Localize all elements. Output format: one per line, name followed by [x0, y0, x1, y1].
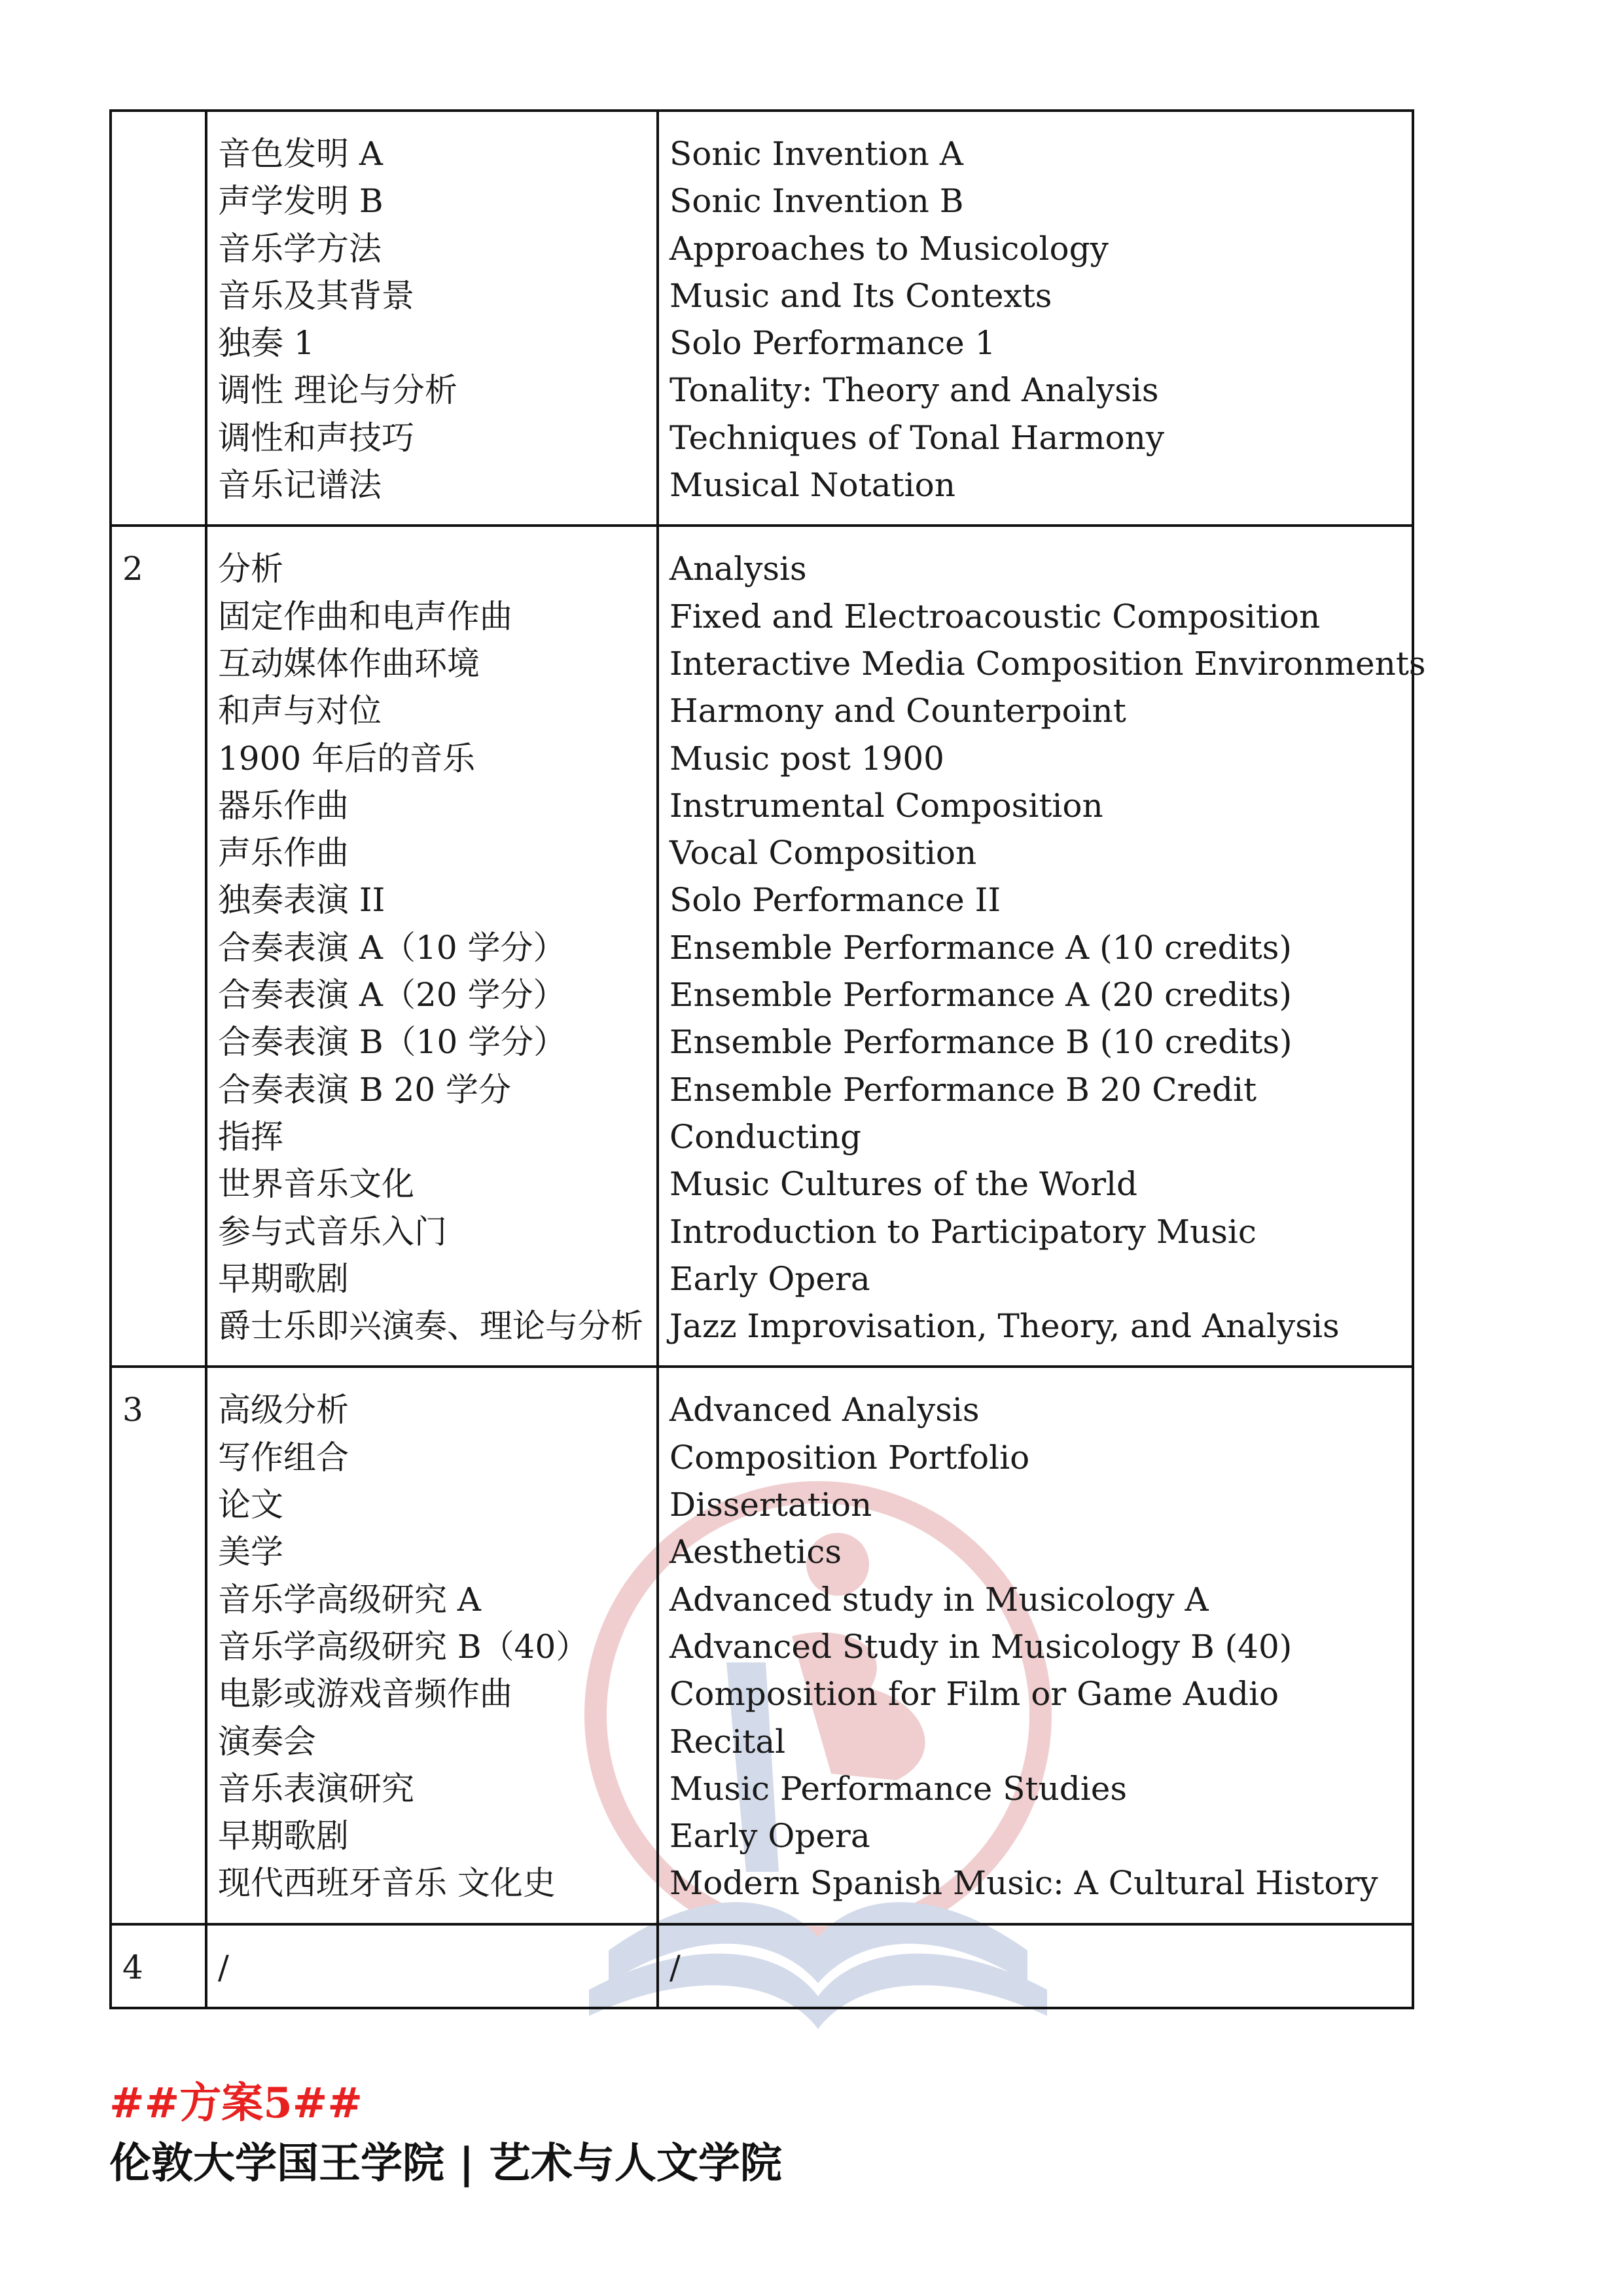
table-row: [111, 1367, 1413, 1924]
course-name-en: Composition for Film or Game Audio: [669, 1675, 1279, 1713]
course-name-cn: 音乐及其背景: [218, 276, 414, 315]
course-name-en: Ensemble Performance A (20 credits): [669, 976, 1292, 1014]
school-line: 伦敦大学国王学院 | 艺术与人文学院: [109, 2139, 782, 2188]
course-name-en: Advanced Analysis: [669, 1391, 980, 1429]
course-name-cn: 早期歌剧: [218, 1259, 349, 1298]
course-name-cn: 互动媒体作曲环境: [218, 644, 480, 683]
course-name-en: Instrumental Composition: [669, 786, 1103, 825]
course-en-cell: [658, 111, 1413, 526]
course-name-cn: 论文: [218, 1486, 283, 1524]
course-name-cn: 音色发明 A: [218, 135, 383, 173]
course-en-cell: [658, 526, 1426, 1367]
course-name-en: Analysis: [669, 550, 807, 588]
course-name-cn: /: [218, 1948, 229, 1986]
course-name-en: Ensemble Performance B 20 Credit: [669, 1070, 1257, 1109]
course-cn-cell: [206, 1924, 658, 2008]
course-name-cn: 独奏 1: [218, 324, 315, 363]
course-name-en: Musical Notation: [669, 466, 955, 505]
course-name-en: Techniques of Tonal Harmony: [669, 418, 1165, 457]
course-name-cn: 世界音乐文化: [218, 1165, 414, 1204]
course-name-cn: 参与式音乐入门: [218, 1212, 447, 1251]
course-name-en: Harmony and Counterpoint: [669, 692, 1126, 730]
course-name-cn: 调性 理论与分析: [218, 371, 457, 410]
course-cn-cell: [206, 526, 658, 1367]
course-name-cn: 现代西班牙音乐 文化史: [218, 1864, 556, 1903]
table-row: [111, 1924, 1413, 2008]
course-en-cell: [658, 1924, 1413, 2008]
course-name-en: Music post 1900: [669, 739, 944, 778]
course-name-en: Ensemble Performance A (10 credits): [669, 928, 1292, 967]
year-cell: [111, 111, 206, 526]
course-name-en: Approaches to Musicology: [669, 229, 1109, 268]
course-name-en: Fixed and Electroacoustic Composition: [669, 597, 1321, 636]
course-name-cn: 早期歌剧: [218, 1817, 349, 1856]
course-name-cn: 分析: [218, 550, 283, 588]
course-name-en: Ensemble Performance B (10 credits): [669, 1023, 1293, 1062]
course-name-en: Tonality: Theory and Analysis: [669, 371, 1159, 410]
course-name-cn: 和声与对位: [218, 692, 382, 730]
course-name-cn: 音乐学高级研究 A: [218, 1580, 482, 1619]
course-name-en: Solo Performance II: [669, 881, 1001, 920]
course-name-en: Dissertation: [669, 1486, 872, 1524]
course-name-cn: 高级分析: [218, 1391, 349, 1429]
course-cn-cell: [206, 111, 658, 526]
course-table: [109, 109, 1426, 2009]
course-name-en: Aesthetics: [669, 1533, 842, 1571]
course-name-en: Sonic Invention B: [669, 182, 964, 221]
course-name-en: Modern Spanish Music: A Cultural History: [669, 1864, 1378, 1903]
course-name-cn: 音乐学高级研究 B（40）: [218, 1627, 589, 1666]
course-name-en: Music Cultures of the World: [669, 1165, 1138, 1204]
course-name-cn: 1900 年后的音乐: [218, 739, 476, 778]
course-name-en: Music Performance Studies: [669, 1769, 1128, 1808]
course-name-cn: 演奏会: [218, 1722, 316, 1761]
year-cell: 4: [111, 1924, 206, 2008]
course-name-en: Vocal Composition: [669, 834, 977, 872]
course-name-en: Conducting: [669, 1117, 862, 1156]
course-name-en: Sonic Invention A: [669, 135, 963, 173]
course-name-en: Recital: [669, 1722, 786, 1761]
table-body: [111, 111, 1426, 2008]
year-cell: 3: [111, 1367, 206, 1924]
table-row: [111, 526, 1413, 1367]
course-name-en: Advanced study in Musicology A: [669, 1580, 1209, 1619]
course-name-cn: 调性和声技巧: [218, 418, 414, 457]
course-name-cn: 合奏表演 A（20 学分）: [218, 976, 566, 1014]
course-name-cn: 合奏表演 A（10 学分）: [218, 928, 566, 967]
course-cn-cell: [206, 1367, 658, 1924]
course-name-en: Interactive Media Composition Environments: [669, 644, 1426, 683]
course-name-cn: 独奏表演 II: [218, 881, 385, 920]
course-name-en: /: [669, 1948, 681, 1986]
course-name-en: Music and Its Contexts: [669, 276, 1052, 315]
course-name-en: Composition Portfolio: [669, 1438, 1030, 1477]
year-cell: 2: [111, 526, 206, 1367]
course-en-cell: [658, 1367, 1413, 1924]
section-title: ##方案5##: [109, 2079, 363, 2128]
course-name-en: Early Opera: [669, 1817, 870, 1856]
course-name-en: Advanced Study in Musicology B (40): [669, 1627, 1293, 1666]
course-name-cn: 器乐作曲: [218, 786, 349, 825]
course-name-en: Solo Performance 1: [669, 324, 996, 363]
course-name-cn: 音乐表演研究: [218, 1769, 414, 1808]
course-name-cn: 写作组合: [218, 1438, 349, 1477]
course-name-cn: 音乐记谱法: [218, 466, 382, 505]
course-name-cn: 美学: [218, 1533, 283, 1571]
course-name-cn: 合奏表演 B（10 学分）: [218, 1023, 567, 1062]
course-name-cn: 指挥: [218, 1117, 283, 1156]
course-name-cn: 爵士乐即兴演奏、理论与分析: [218, 1307, 643, 1346]
course-name-cn: 合奏表演 B 20 学分: [218, 1070, 512, 1109]
course-name-cn: 电影或游戏音频作曲: [218, 1675, 512, 1713]
course-name-cn: 声乐作曲: [218, 834, 349, 872]
course-name-cn: 固定作曲和电声作曲: [218, 597, 512, 636]
course-name-cn: 声学发明 B: [218, 182, 383, 221]
table-row: [111, 111, 1413, 526]
course-name-en: Introduction to Participatory Music: [669, 1212, 1257, 1251]
course-name-cn: 音乐学方法: [218, 229, 382, 268]
course-name-en: Early Opera: [669, 1259, 870, 1298]
course-name-en: Jazz Improvisation, Theory, and Analysis: [669, 1307, 1340, 1346]
